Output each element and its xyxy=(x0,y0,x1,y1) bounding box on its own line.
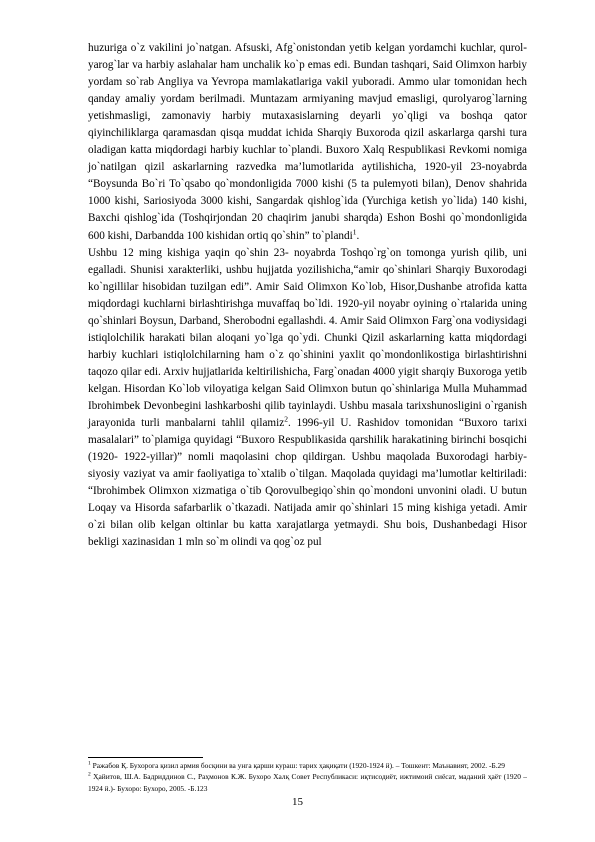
paragraph-text-tail: . 1996-yil U. Rashidov tomonidan “Buxoro tarixi masalalari” to`plamiga quyidagi “Buxoro Respublikasida qarshilik harakatining birinchi bosqichi (1920- 1922-yillar)” nomli maqolasini chop qildirgan. Ushbu maqolada Buxorodagi harbiy-siyosiy vaziyat va amir faoliyatiga to`xtalib o`tilgan. Maqolada quyidagi ma’lumotlar keltiriladi: “Ibrohimbek Olimxon xizmatiga o`tib Qorovulbegiqo`shin qo`mondoni unvonini oladi. U butun Loqay va Hisorda safarbarlik o`tkazadi. Natijada amir qo`shinlari 15 ming kishiga yetadi. Amir o`zi bilan olib kelgan oltinlar bu katta xarajatlarga yetmaydi. Shu bois, Dushanbedagi Hisor bekligi xazinasidan 1 mln so`m olindi va qog`oz pul xyxy=(88,417,527,549)
footnotes xyxy=(88,760,527,794)
paragraph-text: huzuriga o`z vakilini jo`natgan. Afsuski, Afg`onistondan yetib kelgan yordamchi kuchlar, qurol-yarog`lar va harbiy aslahalar ham unchalik ko`p emas edi. Bundan tashqari, Said Olimxon harbiy yordam so`rab Angliya va Yevropa mamlakatlariga vakil yuboradi. Ammo ular tomonidan hech qanday amaliy yordam berilmadi. Muntazam armiyaning mavjud emasligi, qurolyarog`larning yetishmasligi, zamonaviy harbiy mutaxasislarning deyarli yo`qligi va boshqa qator qiyinchiliklarga qaramasdan qisqa muddat ichida Sharqiy Buxoroda qizil askarlarga qarshi tura oladigan katta miqdordagi harbiy kuchlar to`plandi. Buxoro Xalq Respublikasi Revkomi nomiga jo`natilgan qizil askarlarning razvedka ma’lumotlarida aytilishicha, 1920-yil 23-noyabrda “Boysunda Bo`ri To`qsabo qo`mondonligida 7000 kishi (5 ta pulemyoti bilan), Denov shahrida 1000 kishi, Sariosiyoda 3000 kishi, Sangardak qishlog`ida (Yurchiga ketish yo`lida) 140 kishi, Baxchi qishlog`ida (Toshqirjondan 20 chaqirim janubi sharqda) Eshon Boshi qo`mondonligida 600 kishi, Darbandda 100 kishidan ortiq qo`shin” to`plandi xyxy=(88,42,527,242)
footnote-reference: 1 xyxy=(352,226,357,236)
footnote-text: Ҳайитов, Ш.А. Бадриддинов С., Раҳмонов К.Ж. Бухоро Халқ Совет Республикаси: иқтисодиёт, ижтимоий сиёсат, маданий ҳаёт (1920 – 1924 й.)- Бухоро: Бухоро, 2005. -Б.123 xyxy=(88,772,527,793)
paragraph xyxy=(88,40,527,245)
paragraph-text: Ushbu 12 ming kishiga yaqin qo`shin 23- noyabrda Toshqo`rg`on tomonga yurish qilib, uni egalladi. Shunisi xarakterliki, ushbu hujjatda yozilishicha,“amir qo`shinlari Sharqiy Buxorodagi ko`ngillilar hisobidan tuzilgan edi”. Amir Said Olimxon Ko`lob, Hisor,Dushanbe atrofida katta miqdordagi kuchlarni birlashtirishga muvaffaq bo`ldi. 1920-yil noyabr oyining o`rtalarida uning qo`shinlari Boysun, Darband, Sherobodni egallashdi. 4. Amir Said Olimxon Farg`ona vodiysidagi istiqlolchilik harakati bilan aloqani yo`lga qo`ydi. Chunki Qizil askarlarning katta miqdordagi harbiy kuchlari istiqlolchilarning ham o`z qo`shinini yaxlit qo`mondonlikostiga birlashtirishni taqozo qilar edi. Arxiv hujjatlarida keltirilishicha, Farg`onadan 4000 yigit sharqiy Buxoroga yetib kelgan. Hisordan Ko`lob viloyatiga kelgan Said Olimxon butun qo`shinlariga Mulla Muhammad Ibrohimbek Devonbegini lashkarboshi qilib tayinlaydi. Ushbu masala tarixshunosligini o`rganish jarayonida turli manbalarni tahlil qilamiz xyxy=(88,246,527,430)
footnote-divider xyxy=(88,757,203,758)
page-number: 15 xyxy=(292,796,303,808)
footnote xyxy=(88,760,527,771)
footnote xyxy=(88,771,527,794)
footnote-reference: 2 xyxy=(284,414,288,424)
footnote-text: Ражабов Қ. Бухорога қизил армия босқини ва унга қарши кураш: тарих ҳақиқати (1920-1924 й). – Тошкент: Маънавият, 2002. -Б.29 xyxy=(90,761,505,770)
body-text xyxy=(88,40,527,551)
footnote-mark: 1 xyxy=(88,760,91,767)
paragraph-text-tail: . xyxy=(356,229,360,242)
paragraph xyxy=(88,245,527,552)
footnote-mark: 2 xyxy=(88,771,91,778)
